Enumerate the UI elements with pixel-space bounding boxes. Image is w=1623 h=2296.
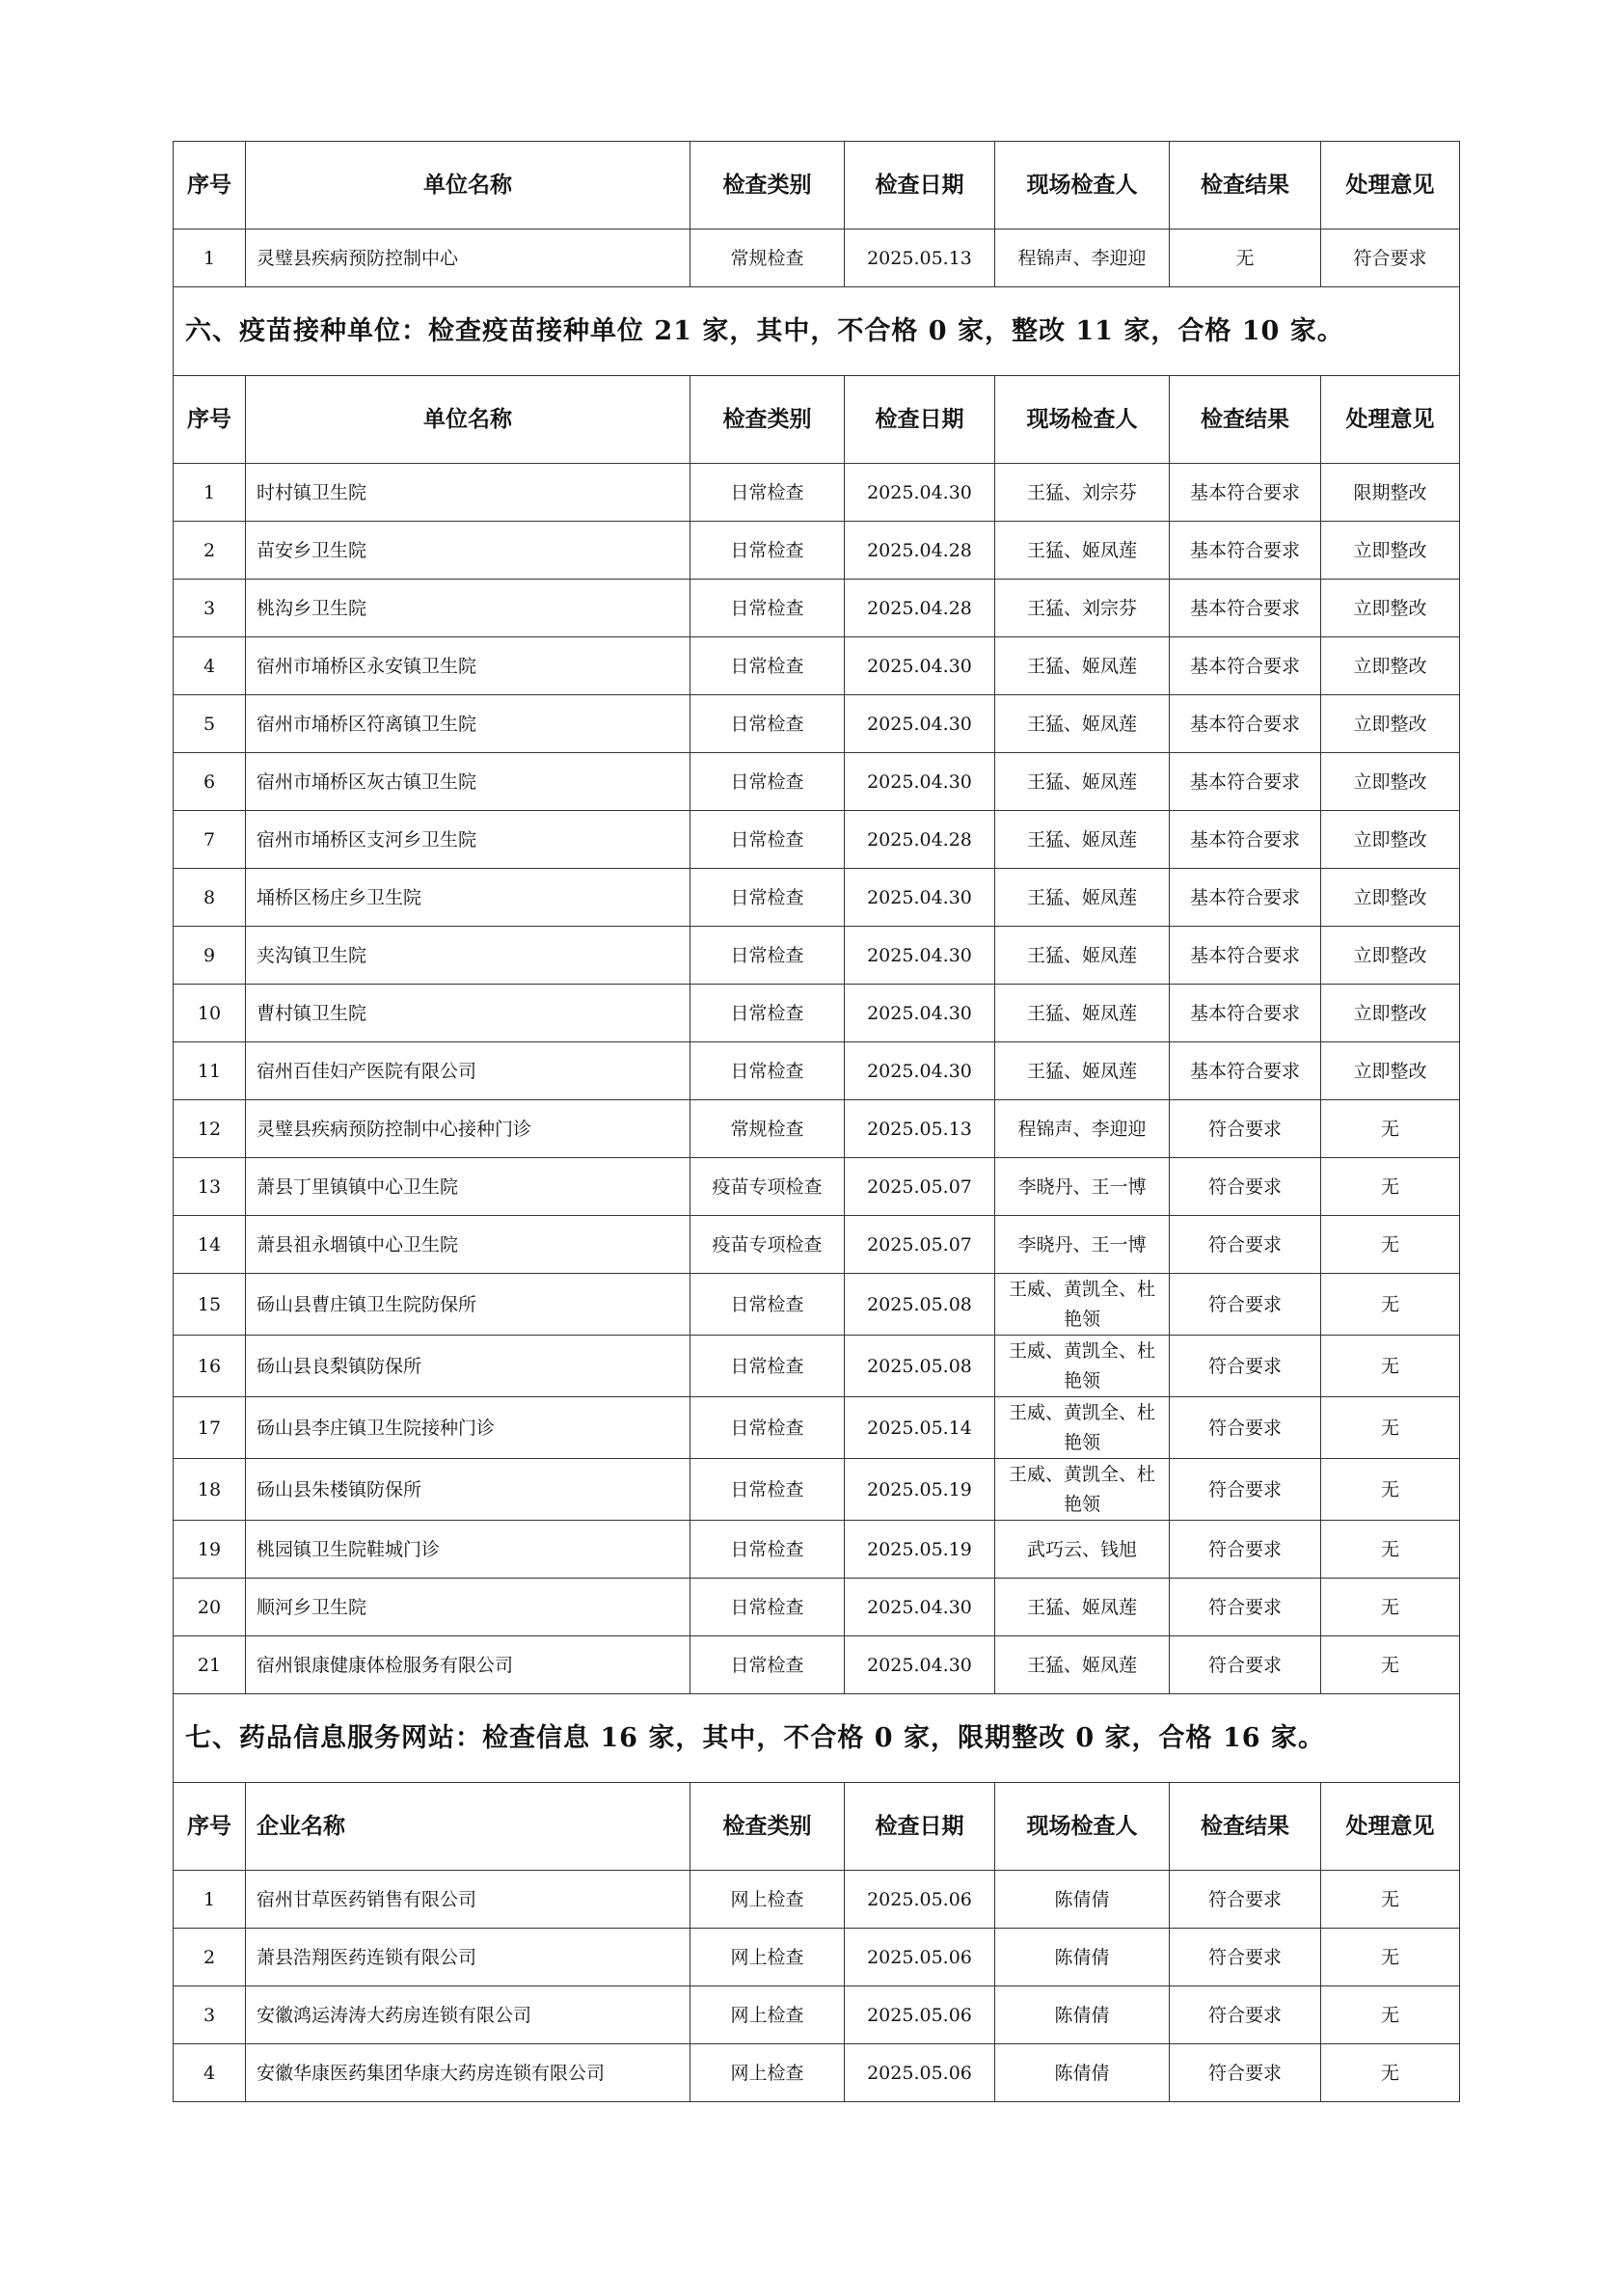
table-row <box>174 580 1460 637</box>
row-number-cell: 7 <box>174 811 246 869</box>
row-number-cell: 20 <box>174 1579 246 1636</box>
inspection-result-cell: 符合要求 <box>1170 1521 1321 1579</box>
inspection-date-cell: 2025.05.08 <box>845 1336 995 1397</box>
inspection-date-cell: 2025.04.30 <box>845 464 995 522</box>
inspection-table-body <box>174 142 1460 2102</box>
handling-opinion-cell: 立即整改 <box>1321 927 1460 985</box>
inspection-result-cell: 符合要求 <box>1170 1216 1321 1274</box>
inspection-type-cell: 日常检查 <box>690 1636 845 1694</box>
row-number-cell: 19 <box>174 1521 246 1579</box>
table-row <box>174 695 1460 753</box>
inspection-date-cell: 2025.04.30 <box>845 869 995 927</box>
inspection-result-cell: 基本符合要求 <box>1170 637 1321 695</box>
section-6-title-row <box>174 287 1460 376</box>
inspection-date-cell: 2025.04.30 <box>845 637 995 695</box>
table-row <box>174 522 1460 580</box>
handling-opinion-cell: 符合要求 <box>1321 230 1460 287</box>
unit-name-cell: 夹沟镇卫生院 <box>246 927 690 985</box>
unit-name-cell: 宿州百佳妇产医院有限公司 <box>246 1042 690 1100</box>
inspection-result-cell: 符合要求 <box>1170 1579 1321 1636</box>
inspection-type-cell: 疫苗专项检查 <box>690 1158 845 1216</box>
inspection-type-cell: 日常检查 <box>690 1397 845 1459</box>
inspection-date-cell: 2025.05.06 <box>845 1871 995 1929</box>
row-number-cell: 17 <box>174 1397 246 1459</box>
inspectors-cell: 陈倩倩 <box>995 1929 1170 1986</box>
inspection-result-cell: 基本符合要求 <box>1170 927 1321 985</box>
section-heading: 六、疫苗接种单位：检查疫苗接种单位 21 家，其中，不合格 0 家，整改 11 家，合格 10 家。 <box>174 287 1460 376</box>
table-row <box>174 230 1460 287</box>
inspection-type-cell: 日常检查 <box>690 580 845 637</box>
inspection-date-cell: 2025.05.07 <box>845 1216 995 1274</box>
column-header: 检查日期 <box>845 376 995 464</box>
table-row <box>174 1042 1460 1100</box>
table-row <box>174 1521 1460 1579</box>
inspection-type-cell: 网上检查 <box>690 1871 845 1929</box>
column-header: 检查结果 <box>1170 1783 1321 1871</box>
inspectors-cell: 王猛、姬凤莲 <box>995 695 1170 753</box>
unit-name-cell: 苗安乡卫生院 <box>246 522 690 580</box>
inspection-date-cell: 2025.04.30 <box>845 753 995 811</box>
inspectors-cell: 王猛、姬凤莲 <box>995 522 1170 580</box>
column-header: 单位名称 <box>246 376 690 464</box>
inspectors-cell: 王威、黄凯全、杜艳领 <box>995 1397 1170 1459</box>
inspection-result-cell: 基本符合要求 <box>1170 811 1321 869</box>
inspection-result-cell: 基本符合要求 <box>1170 580 1321 637</box>
row-number-cell: 16 <box>174 1336 246 1397</box>
table-row <box>174 1929 1460 1986</box>
handling-opinion-cell: 无 <box>1321 1871 1460 1929</box>
table-row <box>174 869 1460 927</box>
table-row <box>174 1986 1460 2044</box>
inspection-type-cell: 疫苗专项检查 <box>690 1216 845 1274</box>
row-number-cell: 1 <box>174 1871 246 1929</box>
inspection-date-cell: 2025.04.30 <box>845 1042 995 1100</box>
inspection-type-cell: 日常检查 <box>690 753 845 811</box>
inspectors-cell: 王猛、姬凤莲 <box>995 927 1170 985</box>
table-row <box>174 1871 1460 1929</box>
inspection-type-cell: 日常检查 <box>690 1042 845 1100</box>
handling-opinion-cell: 立即整改 <box>1321 811 1460 869</box>
row-number-cell: 18 <box>174 1459 246 1521</box>
inspection-type-cell: 日常检查 <box>690 985 845 1042</box>
section-7-title-row <box>174 1694 1460 1783</box>
handling-opinion-cell: 无 <box>1321 1274 1460 1336</box>
inspectors-cell: 王猛、姬凤莲 <box>995 1636 1170 1694</box>
inspectors-cell: 李晓丹、王一博 <box>995 1158 1170 1216</box>
unit-name-cell: 宿州市埇桥区符离镇卫生院 <box>246 695 690 753</box>
inspection-date-cell: 2025.04.30 <box>845 985 995 1042</box>
handling-opinion-cell: 无 <box>1321 1158 1460 1216</box>
inspection-type-cell: 日常检查 <box>690 869 845 927</box>
inspectors-cell: 程锦声、李迎迎 <box>995 1100 1170 1158</box>
inspectors-cell: 王猛、姬凤莲 <box>995 1579 1170 1636</box>
section-heading: 七、药品信息服务网站：检查信息 16 家，其中，不合格 0 家，限期整改 0 家，合格 16 家。 <box>174 1694 1460 1783</box>
inspectors-cell: 王猛、姬凤莲 <box>995 985 1170 1042</box>
column-header: 检查类别 <box>690 142 845 230</box>
inspectors-cell: 陈倩倩 <box>995 2044 1170 2102</box>
inspectors-cell: 王猛、刘宗芬 <box>995 580 1170 637</box>
unit-name-cell: 宿州甘草医药销售有限公司 <box>246 1871 690 1929</box>
handling-opinion-cell: 无 <box>1321 1100 1460 1158</box>
inspection-date-cell: 2025.04.30 <box>845 695 995 753</box>
unit-name-cell: 曹村镇卫生院 <box>246 985 690 1042</box>
inspectors-cell: 王猛、姬凤莲 <box>995 753 1170 811</box>
inspection-result-cell: 基本符合要求 <box>1170 753 1321 811</box>
column-header: 现场检查人 <box>995 142 1170 230</box>
inspection-result-cell: 符合要求 <box>1170 1158 1321 1216</box>
handling-opinion-cell: 无 <box>1321 1459 1460 1521</box>
inspection-date-cell: 2025.05.07 <box>845 1158 995 1216</box>
inspection-date-cell: 2025.05.08 <box>845 1274 995 1336</box>
table-row <box>174 1397 1460 1459</box>
table-row <box>174 1459 1460 1521</box>
row-number-cell: 4 <box>174 637 246 695</box>
handling-opinion-cell: 无 <box>1321 1579 1460 1636</box>
row-number-cell: 8 <box>174 869 246 927</box>
inspection-date-cell: 2025.04.28 <box>845 811 995 869</box>
row-number-cell: 2 <box>174 522 246 580</box>
row-number-cell: 11 <box>174 1042 246 1100</box>
inspection-result-cell: 符合要求 <box>1170 1871 1321 1929</box>
table-row <box>174 985 1460 1042</box>
inspection-result-cell: 基本符合要求 <box>1170 985 1321 1042</box>
table-row <box>174 927 1460 985</box>
inspection-result-cell: 符合要求 <box>1170 1336 1321 1397</box>
handling-opinion-cell: 无 <box>1321 1636 1460 1694</box>
table-row <box>174 464 1460 522</box>
table-row <box>174 1336 1460 1397</box>
row-number-cell: 10 <box>174 985 246 1042</box>
inspectors-cell: 陈倩倩 <box>995 1871 1170 1929</box>
unit-name-cell: 宿州市埇桥区支河乡卫生院 <box>246 811 690 869</box>
unit-name-cell: 砀山县朱楼镇防保所 <box>246 1459 690 1521</box>
row-number-cell: 2 <box>174 1929 246 1986</box>
inspection-type-cell: 日常检查 <box>690 1274 845 1336</box>
inspection-result-cell: 符合要求 <box>1170 1100 1321 1158</box>
unit-name-cell: 安徽鸿运涛涛大药房连锁有限公司 <box>246 1986 690 2044</box>
handling-opinion-cell: 立即整改 <box>1321 522 1460 580</box>
inspection-date-cell: 2025.05.13 <box>845 230 995 287</box>
handling-opinion-cell: 立即整改 <box>1321 1042 1460 1100</box>
inspection-type-cell: 日常检查 <box>690 1336 845 1397</box>
column-header: 序号 <box>174 376 246 464</box>
inspection-table <box>173 141 1460 2102</box>
row-number-cell: 21 <box>174 1636 246 1694</box>
inspection-date-cell: 2025.05.19 <box>845 1459 995 1521</box>
unit-name-cell: 宿州市埇桥区永安镇卫生院 <box>246 637 690 695</box>
column-header: 检查日期 <box>845 142 995 230</box>
handling-opinion-cell: 无 <box>1321 1986 1460 2044</box>
inspectors-cell: 程锦声、李迎迎 <box>995 230 1170 287</box>
row-number-cell: 15 <box>174 1274 246 1336</box>
inspection-result-cell: 符合要求 <box>1170 1459 1321 1521</box>
table-header-row <box>174 1783 1460 1871</box>
table-row <box>174 1636 1460 1694</box>
unit-name-cell: 砀山县良梨镇防保所 <box>246 1336 690 1397</box>
unit-name-cell: 萧县浩翔医药连锁有限公司 <box>246 1929 690 1986</box>
inspectors-cell: 王猛、姬凤莲 <box>995 811 1170 869</box>
inspection-date-cell: 2025.05.06 <box>845 1986 995 2044</box>
handling-opinion-cell: 无 <box>1321 2044 1460 2102</box>
unit-name-cell: 桃园镇卫生院鞋城门诊 <box>246 1521 690 1579</box>
inspection-result-cell: 基本符合要求 <box>1170 464 1321 522</box>
inspectors-cell: 陈倩倩 <box>995 1986 1170 2044</box>
inspectors-cell: 王威、黄凯全、杜艳领 <box>995 1336 1170 1397</box>
handling-opinion-cell: 立即整改 <box>1321 753 1460 811</box>
row-number-cell: 4 <box>174 2044 246 2102</box>
inspection-type-cell: 网上检查 <box>690 1986 845 2044</box>
inspection-type-cell: 日常检查 <box>690 464 845 522</box>
table-row <box>174 1100 1460 1158</box>
inspection-type-cell: 日常检查 <box>690 1521 845 1579</box>
column-header: 企业名称 <box>246 1783 690 1871</box>
inspection-result-cell: 符合要求 <box>1170 1986 1321 2044</box>
inspection-date-cell: 2025.05.13 <box>845 1100 995 1158</box>
inspection-type-cell: 日常检查 <box>690 1579 845 1636</box>
inspection-type-cell: 日常检查 <box>690 1459 845 1521</box>
table-row <box>174 1274 1460 1336</box>
inspection-date-cell: 2025.04.28 <box>845 580 995 637</box>
row-number-cell: 3 <box>174 1986 246 2044</box>
table-row <box>174 1216 1460 1274</box>
inspection-result-cell: 基本符合要求 <box>1170 695 1321 753</box>
column-header: 检查类别 <box>690 376 845 464</box>
inspectors-cell: 王猛、刘宗芬 <box>995 464 1170 522</box>
handling-opinion-cell: 无 <box>1321 1929 1460 1986</box>
unit-name-cell: 萧县丁里镇镇中心卫生院 <box>246 1158 690 1216</box>
inspection-date-cell: 2025.05.14 <box>845 1397 995 1459</box>
inspection-type-cell: 网上检查 <box>690 1929 845 1986</box>
handling-opinion-cell: 立即整改 <box>1321 580 1460 637</box>
unit-name-cell: 时村镇卫生院 <box>246 464 690 522</box>
column-header: 序号 <box>174 142 246 230</box>
row-number-cell: 9 <box>174 927 246 985</box>
unit-name-cell: 埇桥区杨庄乡卫生院 <box>246 869 690 927</box>
unit-name-cell: 桃沟乡卫生院 <box>246 580 690 637</box>
inspection-date-cell: 2025.05.19 <box>845 1521 995 1579</box>
inspectors-cell: 王猛、姬凤莲 <box>995 869 1170 927</box>
inspection-date-cell: 2025.04.30 <box>845 1579 995 1636</box>
row-number-cell: 1 <box>174 230 246 287</box>
unit-name-cell: 灵璧县疾病预防控制中心 <box>246 230 690 287</box>
unit-name-cell: 砀山县李庄镇卫生院接种门诊 <box>246 1397 690 1459</box>
handling-opinion-cell: 无 <box>1321 1521 1460 1579</box>
inspection-type-cell: 日常检查 <box>690 811 845 869</box>
inspection-result-cell: 符合要求 <box>1170 1397 1321 1459</box>
inspection-result-cell: 符合要求 <box>1170 1274 1321 1336</box>
handling-opinion-cell: 无 <box>1321 1216 1460 1274</box>
handling-opinion-cell: 立即整改 <box>1321 637 1460 695</box>
inspection-type-cell: 日常检查 <box>690 927 845 985</box>
inspectors-cell: 李晓丹、王一博 <box>995 1216 1170 1274</box>
inspectors-cell: 王猛、姬凤莲 <box>995 637 1170 695</box>
inspection-type-cell: 日常检查 <box>690 637 845 695</box>
inspection-result-cell: 符合要求 <box>1170 1636 1321 1694</box>
column-header: 现场检查人 <box>995 376 1170 464</box>
column-header: 处理意见 <box>1321 1783 1460 1871</box>
inspectors-cell: 王威、黄凯全、杜艳领 <box>995 1274 1170 1336</box>
column-header: 处理意见 <box>1321 376 1460 464</box>
column-header: 检查结果 <box>1170 142 1321 230</box>
unit-name-cell: 灵璧县疾病预防控制中心接种门诊 <box>246 1100 690 1158</box>
inspection-result-cell: 基本符合要求 <box>1170 1042 1321 1100</box>
table-row <box>174 811 1460 869</box>
table-header-row <box>174 376 1460 464</box>
table-row <box>174 637 1460 695</box>
row-number-cell: 14 <box>174 1216 246 1274</box>
handling-opinion-cell: 无 <box>1321 1336 1460 1397</box>
inspection-type-cell: 常规检查 <box>690 1100 845 1158</box>
inspection-date-cell: 2025.05.06 <box>845 1929 995 1986</box>
handling-opinion-cell: 立即整改 <box>1321 869 1460 927</box>
column-header: 检查日期 <box>845 1783 995 1871</box>
inspection-result-cell: 基本符合要求 <box>1170 522 1321 580</box>
unit-name-cell: 宿州市埇桥区灰古镇卫生院 <box>246 753 690 811</box>
inspection-type-cell: 常规检查 <box>690 230 845 287</box>
handling-opinion-cell: 无 <box>1321 1397 1460 1459</box>
column-header: 处理意见 <box>1321 142 1460 230</box>
unit-name-cell: 砀山县曹庄镇卫生院防保所 <box>246 1274 690 1336</box>
inspectors-cell: 武巧云、钱旭 <box>995 1521 1170 1579</box>
handling-opinion-cell: 立即整改 <box>1321 985 1460 1042</box>
column-header: 检查结果 <box>1170 376 1321 464</box>
row-number-cell: 5 <box>174 695 246 753</box>
column-header: 序号 <box>174 1783 246 1871</box>
inspection-result-cell: 符合要求 <box>1170 2044 1321 2102</box>
inspectors-cell: 王猛、姬凤莲 <box>995 1042 1170 1100</box>
column-header: 检查类别 <box>690 1783 845 1871</box>
row-number-cell: 6 <box>174 753 246 811</box>
handling-opinion-cell: 限期整改 <box>1321 464 1460 522</box>
inspection-type-cell: 日常检查 <box>690 695 845 753</box>
table-row <box>174 2044 1460 2102</box>
column-header: 单位名称 <box>246 142 690 230</box>
column-header: 现场检查人 <box>995 1783 1170 1871</box>
unit-name-cell: 安徽华康医药集团华康大药房连锁有限公司 <box>246 2044 690 2102</box>
unit-name-cell: 顺河乡卫生院 <box>246 1579 690 1636</box>
inspection-date-cell: 2025.04.30 <box>845 1636 995 1694</box>
row-number-cell: 13 <box>174 1158 246 1216</box>
inspection-type-cell: 网上检查 <box>690 2044 845 2102</box>
table-row <box>174 1158 1460 1216</box>
table-row <box>174 753 1460 811</box>
table-header-row <box>174 142 1460 230</box>
unit-name-cell: 萧县祖永堌镇中心卫生院 <box>246 1216 690 1274</box>
unit-name-cell: 宿州银康健康体检服务有限公司 <box>246 1636 690 1694</box>
inspection-date-cell: 2025.04.28 <box>845 522 995 580</box>
inspection-result-cell: 基本符合要求 <box>1170 869 1321 927</box>
inspection-date-cell: 2025.05.06 <box>845 2044 995 2102</box>
row-number-cell: 3 <box>174 580 246 637</box>
handling-opinion-cell: 立即整改 <box>1321 695 1460 753</box>
row-number-cell: 12 <box>174 1100 246 1158</box>
inspection-type-cell: 日常检查 <box>690 522 845 580</box>
table-row <box>174 1579 1460 1636</box>
inspection-result-cell: 无 <box>1170 230 1321 287</box>
inspectors-cell: 王威、黄凯全、杜艳领 <box>995 1459 1170 1521</box>
row-number-cell: 1 <box>174 464 246 522</box>
inspection-result-cell: 符合要求 <box>1170 1929 1321 1986</box>
inspection-date-cell: 2025.04.30 <box>845 927 995 985</box>
